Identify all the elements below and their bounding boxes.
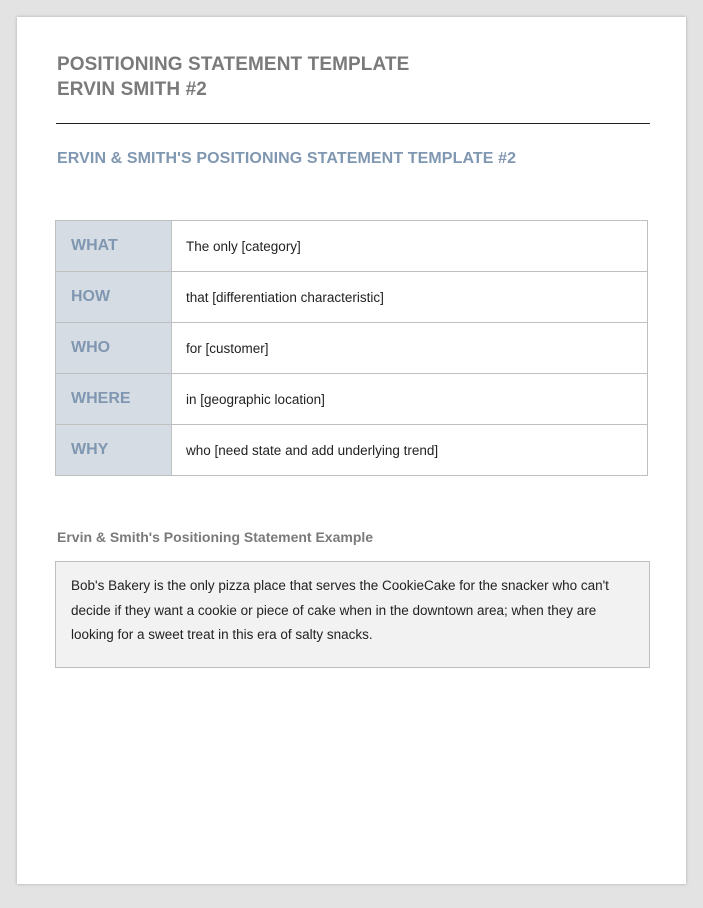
document-title [57, 52, 409, 102]
section-title: ERVIN & SMITH'S POSITIONING STATEMENT TEMPLATE #2 [57, 150, 517, 167]
table-row-who [56, 323, 648, 374]
table-row-why [56, 425, 648, 476]
document-title-line-2: ERVIN SMITH #2 [57, 79, 207, 100]
row-key-what: WHAT [56, 221, 172, 272]
row-value-who[interactable]: for [customer] [172, 323, 648, 374]
example-title: Ervin & Smith's Positioning Statement Example [57, 529, 374, 545]
table-row-where [56, 374, 648, 425]
table-row-what [56, 221, 648, 272]
row-key-who: WHO [56, 323, 172, 374]
example-text-box[interactable]: Bob's Bakery is the only pizza place that serves the CookieCake for the snacker who can't decide if they want a cookie or piece of cake when in the downtown area; when they are looking for a sweet treat in this era of salty snacks. [55, 561, 650, 668]
title-divider [56, 123, 650, 124]
table-row-how [56, 272, 648, 323]
document-page [17, 17, 686, 884]
row-key-how: HOW [56, 272, 172, 323]
row-value-what[interactable]: The only [category] [186, 238, 301, 254]
row-value-why[interactable]: who [need state and add underlying trend] [172, 425, 648, 476]
row-key-why: WHY [56, 425, 172, 476]
row-key-where: WHERE [56, 374, 172, 425]
row-value-where[interactable]: in [geographic location] [172, 374, 648, 425]
row-value-how[interactable]: that [differentiation characteristic] [172, 272, 648, 323]
positioning-statement-table [55, 220, 648, 476]
document-title-line-1: POSITIONING STATEMENT TEMPLATE [57, 54, 410, 75]
